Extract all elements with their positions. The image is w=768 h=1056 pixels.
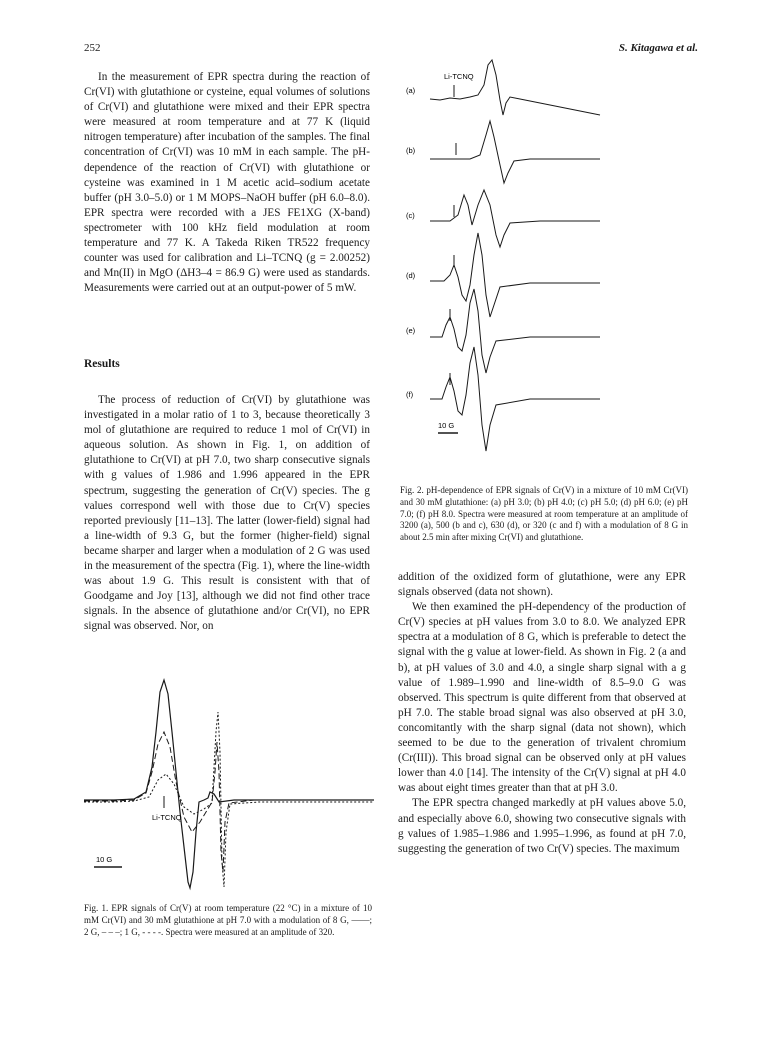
figure-2-epr-spectra: [400, 55, 690, 475]
figure-2-panel-c-label: (c): [406, 211, 415, 220]
running-title: S. Kitagawa et al.: [618, 42, 698, 54]
results-heading: Results: [84, 358, 120, 370]
methods-paragraph: In the measurement of EPR spectra during the reaction of Cr(VI) with glutathione or cysteine, equal volumes of solutions of Cr(VI) and glutathione were mixed and their EPR spectra were measured at room temperature and at 77 K (liquid nitrogen temperature) after incubation of the samples. The final concentration of Cr(VI) was 10 mM in each sample. The pH-dependence of the reaction of Cr(VI) with glutathione or cysteine was examined in 1 M acetic acid–sodium acetate buffer (pH 3.0–5.0) or 1 M MOPS–NaOH buffer (pH 6.0–8.0). EPR spectra were recorded with a JES FE1XG (X-band) spectrometer with 100 kHz field modulation at room temperature and 77 K. A Takeda Riken TR522 frequency counter was used for calibration and Li–TCNQ (g = 2.00252) and Mn(II) in MgO (ΔH3–4 = 86.9 G) were used as standards. Measurements were carried out at an output-power of 5 mW.: [84, 71, 370, 295]
right-paragraph-1: addition of the oxidized form of glutathione, were any EPR signals observed (data not shown).: [398, 571, 686, 599]
page-number: 252: [84, 42, 101, 54]
figure-2-spectrum-d: [430, 233, 600, 317]
figure-1-trace-8g: [84, 680, 374, 888]
figure-2-panel-e-label: (e): [406, 326, 416, 335]
figure-2-spectrum-a: [430, 60, 600, 115]
figure-2-spectrum-e: [430, 289, 600, 373]
figure-2-panel-f-label: (f): [406, 390, 414, 399]
figure-1-caption: Fig. 1. EPR signals of Cr(V) at room temperature (22 °C) in a mixture of 10 mM Cr(VI) and 30 mM glutathione at pH 7.0 with a modulation of 8 G, ——; 2 G, – – –; 1 G, - - - -. Spectra were measured at an amplitude of 320.: [84, 903, 372, 937]
figure-1-scale-label: 10 G: [96, 855, 113, 864]
figure-2-panel-b-label: (b): [406, 146, 416, 155]
right-paragraph-3: The EPR spectra changed markedly at pH values above 5.0, and especially above 6.0, showing two consecutive signals with g values of 1.985–1.986 and 1.995–1.996, as found at pH 7.0, suggesting the generation of two Cr(V) species. The maximum: [398, 797, 686, 855]
right-paragraph-2: We then examined the pH-dependency of the production of Cr(V) species at pH values from 3.0 to 8.0. We analyzed EPR spectra at a modulation of 8 G, which is preferable to detect the signal with the g value at lower-field. As shown in Fig. 2 (a and b), at pH values of 3.0 and 4.0, a single sharp signal with a g value of 1.989–1.990 and line-width of 8.5–9.0 G was observed. This spectrum is quite different from that observed at pH 7.0. The stable broad signal was also observed at pH 3.0, concomitantly with the sharp signal (data not shown), which seemed to be due to the generation of trivalent chromium (Cr(III)). This broad signal can be observed only at pH values lower than 4.0 [14]. The intensity of the Cr(V) signal at pH 4.0 was about eight times greater than that at pH 3.0.: [398, 601, 686, 795]
figure-1-li-tcnq-label: Li-TCNQ: [152, 813, 182, 822]
figure-2-panel-a-label: (a): [406, 86, 416, 95]
figure-2-spectrum-c: [430, 190, 600, 247]
figure-2-scale-label: 10 G: [438, 421, 455, 430]
figure-2-spectrum-f: [430, 347, 600, 451]
figure-1-epr-spectra: [84, 672, 374, 897]
figure-2-panel-d-label: (d): [406, 271, 416, 280]
results-paragraph-1: The process of reduction of Cr(VI) by glutathione was investigated in a molar ratio of 1 to 3, because theoretically 3 mol of glutathione are required to reduce 1 mol of Cr(VI) in aqueous solution. As shown in Fig. 1, on addition of glutathione to Cr(VI) at pH 7.0, two sharp consecutive signals with g values of 1.986 and 1.996 appeared in the EPR spectrum, suggesting the generation of Cr(V) species. The g values correspond well with those due to Cr(V) species reported previously [11–13]. The latter (lower-field) signal had a line-width of 9.3 G, but the former (higher-field) signal became sharper and larger when a modulation of 2 G was used in the measurement of the spectra (Fig. 1), where the line-width was about 1.9 G. This result is consistent with that of Goodgame and Joy [13], although we did not find other trace signals. In the absence of glutathione and/or Cr(VI), no EPR signal was observed. Nor, on: [84, 394, 370, 633]
left-column-methods: [84, 70, 370, 296]
figure-2-caption: Fig. 2. pH-dependence of EPR signals of Cr(V) in a mixture of 10 mM Cr(VI) and 30 mM glutathione: (a) pH 3.0; (b) pH 4.0; (c) pH 5.0; (d) pH 6.0; (e) pH 7.0; (f) pH 8.0. Spectra were measured at room temperature at an amplitude of 3200 (a), 500 (b and c), 630 (d), or 320 (c and f) with a modulation of 8 G in about 2.5 min after mixing Cr(VI) and glutathione.: [400, 485, 688, 543]
left-column-results: [84, 393, 370, 635]
figure-2-li-tcnq-label: Li-TCNQ: [444, 72, 474, 81]
right-column-text: [398, 570, 686, 857]
